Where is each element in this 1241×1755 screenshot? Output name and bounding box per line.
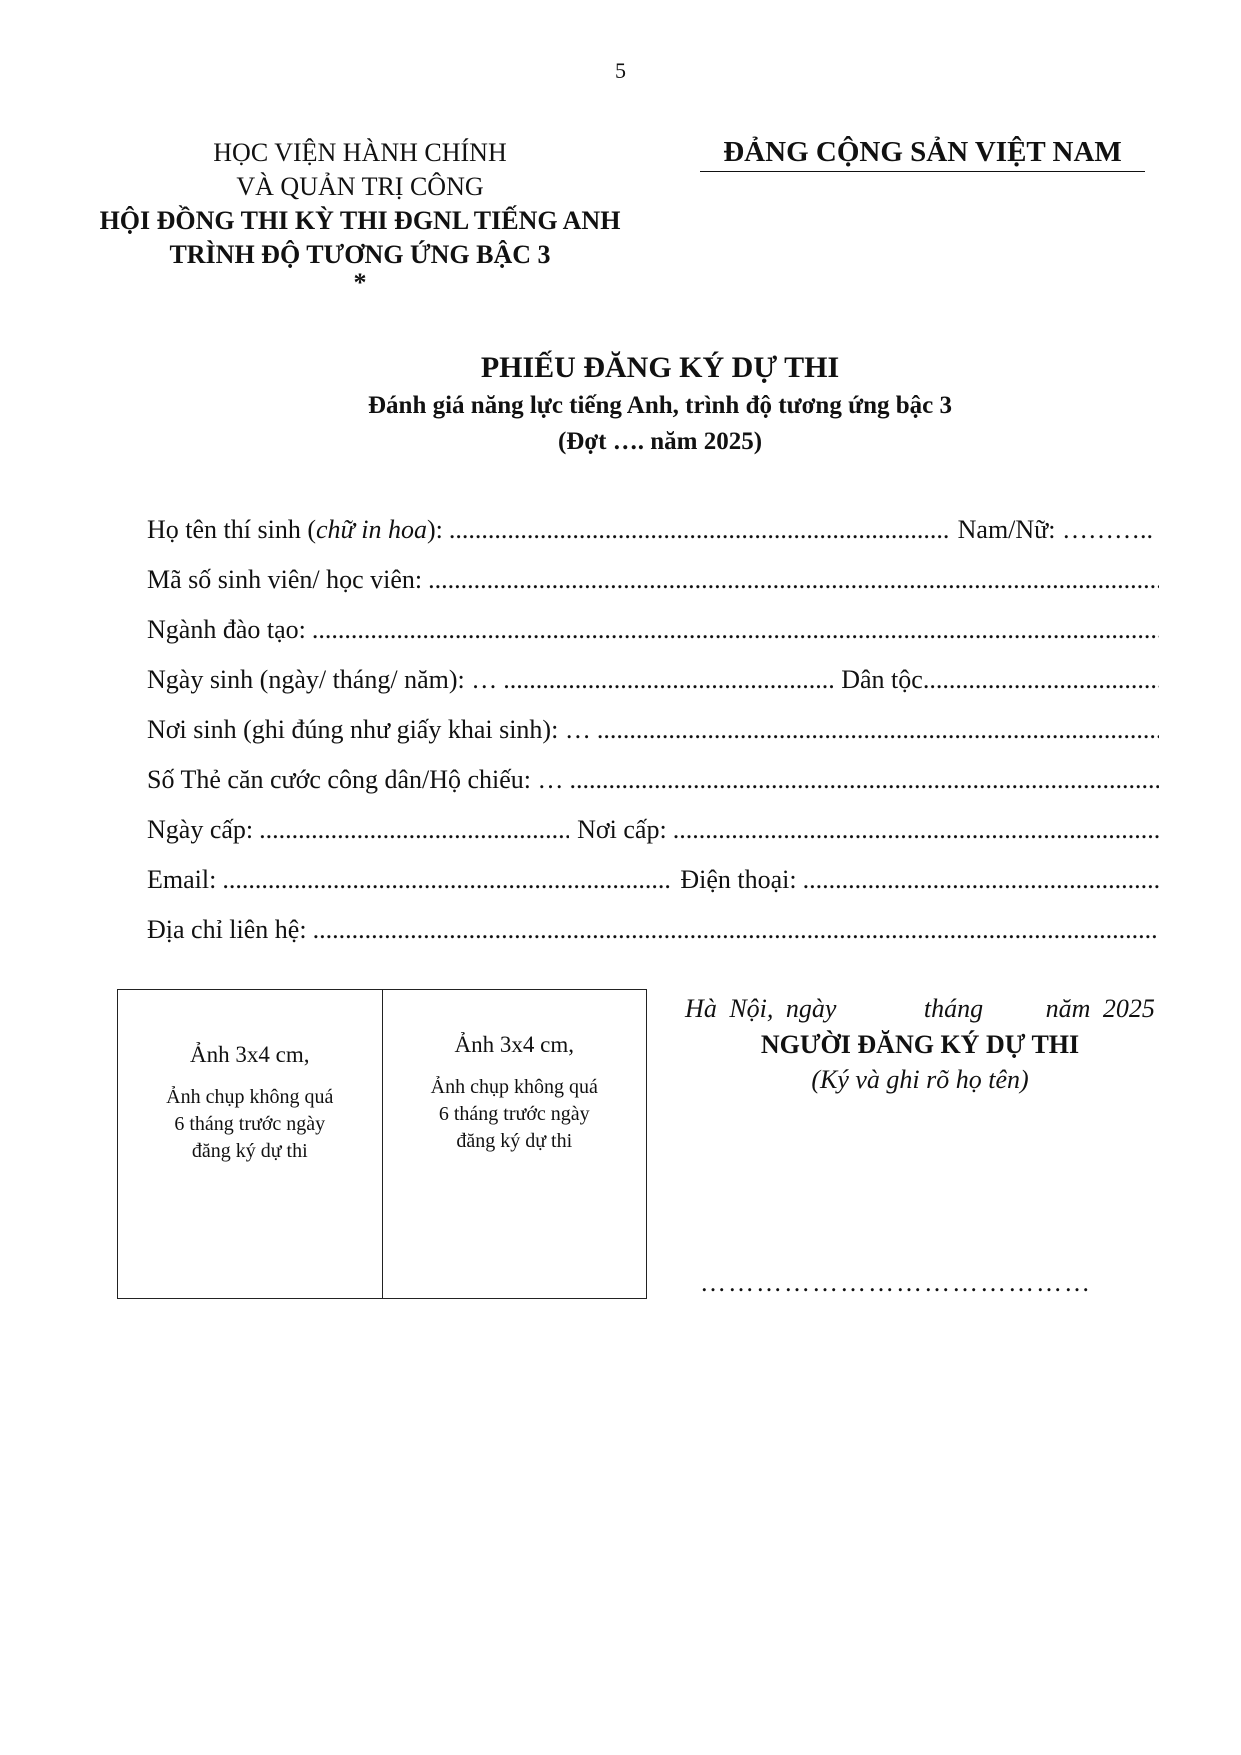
party-header	[700, 136, 1145, 172]
photo-title: Ảnh 3x4 cm,	[454, 1032, 574, 1057]
student-id-label: Mã số sinh viên/ học viên:	[147, 565, 423, 594]
field-address	[147, 905, 1159, 955]
form-title-block	[0, 348, 1241, 460]
ethnicity-blank[interactable]	[923, 655, 1159, 705]
issue-date-blank[interactable]	[259, 805, 569, 855]
form-title: PHIẾU ĐĂNG KÝ DỰ THI	[480, 351, 840, 384]
dob-blank[interactable]	[503, 655, 833, 705]
org-line-2: VÀ QUẢN TRỊ CÔNG	[236, 172, 484, 201]
birthplace-label: Nơi sinh (ghi đúng như giấy khai sinh): …	[147, 715, 591, 744]
page-number: 5	[615, 58, 626, 83]
field-contact	[147, 855, 1159, 905]
issue-place-blank[interactable]	[673, 805, 1159, 855]
field-student-id	[147, 555, 1159, 605]
photo-box-1	[118, 990, 382, 1298]
photo-title: Ảnh 3x4 cm,	[190, 1042, 310, 1067]
org-line-1: HỌC VIỆN HÀNH CHÍNH	[213, 138, 507, 167]
birthplace-blank[interactable]	[597, 705, 1159, 755]
field-birthplace	[147, 705, 1159, 755]
student-id-blank[interactable]	[428, 555, 1159, 605]
signer-note: (Ký và ghi rõ họ tên)	[811, 1065, 1029, 1094]
issuing-organization	[60, 136, 660, 297]
issue-date-label: Ngày cấp:	[147, 815, 254, 844]
exam-round: (Đợt …. năm 2025)	[557, 428, 763, 455]
header-star: *	[353, 268, 367, 297]
phone-label: Điện thoại:	[680, 865, 797, 894]
photo-box-2	[382, 990, 647, 1298]
field-date-of-birth	[147, 655, 1159, 705]
gender-label: Nam/Nữ: ………..	[957, 515, 1153, 544]
form-subtitle: Đánh giá năng lực tiếng Anh, trình độ tương ứng bậc 3	[368, 392, 952, 419]
email-label: Email:	[147, 865, 217, 894]
council-line-2: TRÌNH ĐỘ TƯƠNG ỨNG BẬC 3	[169, 240, 551, 269]
signer-title: NGƯỜI ĐĂNG KÝ DỰ THI	[760, 1030, 1080, 1059]
council-line-1: HỘI ĐỒNG THI KỲ THI ĐGNL TIẾNG ANH	[99, 206, 621, 235]
id-card-blank[interactable]	[570, 755, 1159, 805]
email-blank[interactable]	[222, 855, 672, 905]
field-full-name	[147, 505, 1159, 555]
field-issue-info	[147, 805, 1159, 855]
registration-form	[147, 505, 1159, 955]
photo-boxes	[117, 989, 647, 1299]
major-label: Ngành đào tạo:	[147, 615, 306, 644]
id-card-label: Số Thẻ căn cước công dân/Hộ chiếu: …	[147, 765, 564, 794]
field-major	[147, 605, 1159, 655]
major-blank[interactable]	[312, 605, 1159, 655]
photo-note: Ảnh chụp không quá 6 tháng trước ngày đăng ký dự thi	[430, 1076, 598, 1152]
address-label: Địa chỉ liên hệ:	[147, 915, 307, 944]
issue-place-label: Nơi cấp:	[577, 815, 667, 844]
address-blank[interactable]	[313, 905, 1159, 955]
signature-block	[660, 992, 1180, 1096]
photo-note: Ảnh chụp không quá 6 tháng trước ngày đăng ký dự thi	[166, 1086, 334, 1162]
dob-label: Ngày sinh (ngày/ tháng/ năm): …	[147, 665, 498, 694]
phone-blank[interactable]	[803, 855, 1159, 905]
ethnicity-label: Dân tộc	[841, 665, 923, 694]
signature-line[interactable]: ……………………………………	[700, 1268, 1092, 1297]
place-and-date: Hà Nội, ngày tháng năm 2025	[685, 994, 1155, 1023]
full-name-label: Họ tên thí sinh (chữ in hoa):	[147, 515, 443, 544]
party-name: ĐẢNG CỘNG SẢN VIỆT NAM	[700, 136, 1145, 172]
field-id-card	[147, 755, 1159, 805]
full-name-blank[interactable]	[449, 505, 950, 555]
